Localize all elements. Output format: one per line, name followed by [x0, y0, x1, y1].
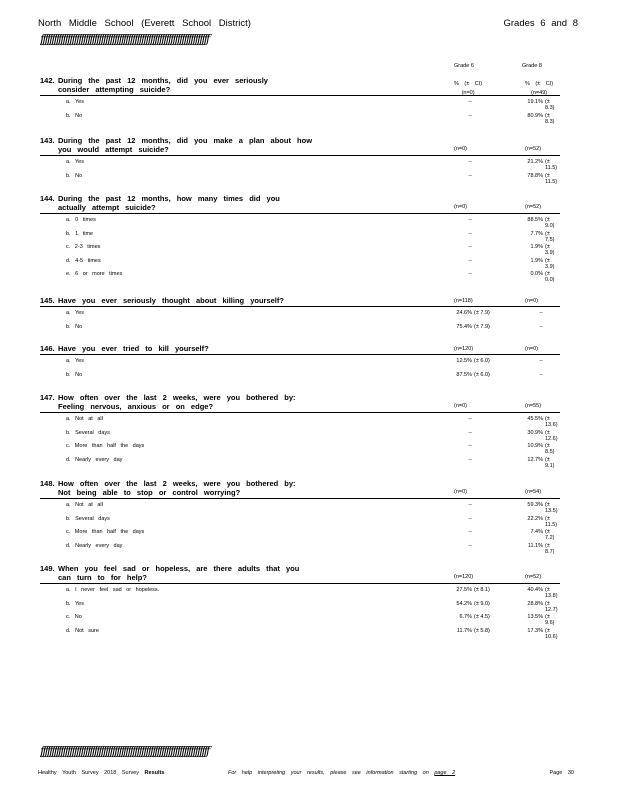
grade8-ci: (± 13.6): [545, 416, 558, 428]
grade8-percent: 7.7%: [530, 230, 543, 237]
grade6-percent: --: [468, 542, 472, 549]
question-line2: you would attempt suicide?: [58, 145, 169, 154]
grade8-ci: (± 3.9): [545, 244, 555, 256]
grade6-ci: (± 6.0): [474, 371, 490, 378]
answer-row: [40, 440, 560, 454]
grade8-percent: 28.8%: [527, 600, 543, 607]
grade6-percent: 6.7%: [459, 614, 472, 620]
answer-label: b. Several days: [66, 515, 110, 522]
footer-help-text: For help interpreting your results, please see information starting on: [228, 770, 429, 776]
question-title: [40, 136, 560, 154]
footer-page-link[interactable]: page 2: [434, 770, 456, 776]
grade6-percent: --: [468, 217, 472, 223]
question-142: [40, 76, 560, 123]
grade6-ci: (± 4.5): [474, 614, 490, 620]
grade8-ci: (± 7.5): [545, 230, 555, 243]
answer-label: d. Not sure: [66, 627, 99, 634]
question-line1: Have you ever tried to kill yourself?: [58, 344, 209, 353]
footer-results: Results: [144, 770, 165, 776]
question-line2: Not being able to stop or control worrying?: [58, 488, 241, 497]
answer-row: [40, 499, 560, 513]
grade6-ci: (± 6.0): [474, 358, 490, 364]
answer-label: b. Yes: [66, 600, 84, 607]
grade6-percent: 54.2%: [456, 600, 472, 607]
question-title: [40, 564, 560, 582]
answer-label: a. Not at all: [66, 416, 103, 422]
grade6-sample-size: (n=120): [454, 346, 474, 352]
grade8-percent: 7.4%: [530, 529, 543, 535]
question-146: [40, 344, 560, 382]
grade8-percent: --: [539, 358, 543, 364]
answer-row: [40, 321, 560, 335]
answer-label: e. 6 or more times: [66, 271, 123, 277]
answer-row: [40, 156, 560, 170]
grade8-ci: (± 9.0): [545, 217, 555, 229]
answer-label: c. More than half the days: [66, 529, 145, 535]
answer-row: [40, 526, 560, 540]
answer-row: [40, 241, 560, 255]
grade8-ci: (± 7.2): [545, 529, 555, 541]
grade8-column-header: Grade 8: [522, 63, 542, 69]
grade6-percent: --: [468, 429, 472, 436]
grade8-percent: 0.0%: [530, 271, 543, 277]
grade8-percent: 22.2%: [527, 515, 543, 522]
grade6-percent: --: [468, 99, 472, 105]
grade8-ci: (± 3.9): [545, 257, 555, 270]
footer-survey: Healthy Youth Survey 2018 Survey: [38, 770, 140, 776]
answer-label: a. Yes: [66, 358, 84, 364]
grade6-percent: --: [468, 244, 472, 250]
answer-label: d. 4-5 times: [66, 257, 101, 264]
grade8-percent: 13.5%: [527, 614, 543, 620]
grade8-ci: (± 0.0): [545, 271, 555, 283]
question-149: [40, 564, 560, 638]
answer-label: b. No: [66, 323, 83, 330]
question-title: [40, 296, 560, 305]
grade8-ci: (± 8.5): [545, 443, 555, 455]
question-143: [40, 136, 560, 183]
question-number: 146.: [40, 344, 55, 353]
question-line1: How often over the last 2 weeks, were you bothered by:: [58, 479, 296, 488]
grade8-percent: --: [539, 371, 543, 378]
grade8-percent: 21.2%: [527, 159, 543, 165]
question-145: [40, 296, 560, 334]
answer-row: [40, 454, 560, 468]
grade6-percent: --: [468, 529, 472, 535]
question-line2: can turn to for help?: [58, 573, 147, 582]
grade8-ci: (± 8.7): [545, 542, 555, 555]
grade6-sample-size: (n=0): [454, 146, 467, 152]
grade6-ci: (± 5.8): [474, 627, 490, 634]
top-decor-line: ƒƒƒƒƒƒƒƒƒƒƒƒƒƒƒƒƒƒƒƒƒƒƒƒƒƒƒƒƒƒƒƒƒƒƒƒƒƒƒƒƒƒƒƒƒƒƒƒƒƒƒƒƒƒƒƒƒƒƒƒƒƒƒƒƒƒƒƒƒƒƒƒƒƒƒ: [40, 32, 209, 46]
bottom-decor-line: ƒƒƒƒƒƒƒƒƒƒƒƒƒƒƒƒƒƒƒƒƒƒƒƒƒƒƒƒƒƒƒƒƒƒƒƒƒƒƒƒƒƒƒƒƒƒƒƒƒƒƒƒƒƒƒƒƒƒƒƒƒƒƒƒƒƒƒƒƒƒƒƒƒƒƒ: [40, 744, 209, 758]
answer-row: [40, 513, 560, 527]
page-number: Page 30: [549, 770, 574, 776]
answer-label: b. No: [66, 172, 83, 179]
grade8-ci: (± 9.6): [545, 614, 555, 626]
grade6-percent: --: [468, 443, 472, 449]
grade8-percent: 78.8%: [527, 172, 543, 179]
grade6-percent: --: [468, 159, 472, 165]
answer-label: b. No: [66, 112, 83, 119]
answer-row: [40, 540, 560, 554]
grade8-ci: (± 9.1): [545, 456, 555, 469]
grade8-percent: 17.3%: [527, 627, 543, 634]
grade8-sample-size: % (± CI) (n=49): [525, 81, 554, 96]
answer-label: c. No: [66, 614, 82, 620]
grade8-ci: (± 8.3): [545, 112, 555, 125]
grade8-ci: (± 10.6): [545, 627, 558, 640]
answer-label: c. More than half the days: [66, 443, 145, 449]
grade6-sample-size: (n=120): [454, 574, 474, 580]
answer-label: a. I never feel sad or hopeless.: [66, 587, 160, 593]
question-147: [40, 393, 560, 467]
question-line2: Feeling nervous, anxious or on edge?: [58, 402, 214, 411]
grade6-percent: 75.4%: [456, 323, 472, 330]
answer-row: [40, 170, 560, 184]
answer-label: a. Yes: [66, 159, 84, 165]
answer-row: [40, 427, 560, 441]
grade8-sample-size: (n=52): [525, 574, 542, 580]
grade8-sample-size: (n=0): [525, 346, 538, 352]
grade8-ci: (± 11.5): [545, 172, 558, 185]
question-line1: When you feel sad or hopeless, are there adults that you: [58, 564, 300, 573]
grade8-ci: (± 11.5): [545, 515, 558, 528]
grade6-ci: (± 9.0): [474, 600, 490, 607]
answer-row: [40, 413, 560, 427]
answer-label: b. No: [66, 371, 83, 378]
answer-label: a. Not at all: [66, 502, 103, 508]
grade8-percent: 1.9%: [530, 257, 543, 264]
grade6-percent: --: [468, 230, 472, 237]
question-line1: During the past 12 months, did you make a plan about how: [58, 136, 313, 145]
grade6-percent: 11.7%: [456, 627, 472, 634]
question-line1: During the past 12 months, how many times did you: [58, 194, 280, 203]
answer-row: [40, 625, 560, 639]
grade8-ci: (± 13.5): [545, 502, 558, 514]
grade6-sample-size: % (± CI) (n=0): [454, 81, 483, 96]
grade6-percent: 87.5%: [456, 371, 472, 378]
grade6-ci: (± 8.1): [474, 587, 490, 593]
grade6-percent: --: [468, 456, 472, 463]
answer-row: [40, 110, 560, 124]
question-148: [40, 479, 560, 553]
grade8-percent: 10.9%: [527, 443, 543, 449]
grade6-percent: --: [468, 112, 472, 119]
question-line1: How often over the last 2 weeks, were you bothered by:: [58, 393, 296, 402]
grade6-sample-size: (n=118): [454, 298, 473, 304]
grade8-ci: (± 11.5): [545, 159, 558, 171]
grades-label: Grades 6 and 8: [503, 18, 578, 29]
answer-row: [40, 611, 560, 625]
question-title: [40, 344, 560, 353]
grade8-percent: 40.4%: [527, 587, 543, 593]
answer-label: c. 2-3 times: [66, 244, 101, 250]
question-title: [40, 479, 560, 497]
answer-label: b. Several days: [66, 429, 110, 436]
answer-label: a. 0 times: [66, 217, 96, 223]
answer-label: b. 1 time: [66, 230, 94, 237]
grade8-sample-size: (n=0): [525, 298, 538, 304]
question-line1: Have you ever seriously thought about killing yourself?: [58, 296, 284, 305]
grade6-percent: --: [468, 271, 472, 277]
grade8-percent: 12.7%: [527, 456, 543, 463]
question-144: [40, 194, 560, 282]
question-number: 145.: [40, 296, 55, 305]
grade8-sample-size: (n=55): [525, 403, 542, 409]
grade6-sample-size: (n=0): [454, 489, 467, 495]
answer-row: [40, 584, 560, 598]
grade8-percent: 80.9%: [527, 112, 543, 119]
grade6-percent: --: [468, 257, 472, 264]
grade6-ci: (± 7.9): [474, 323, 490, 330]
grade8-percent: 45.5%: [527, 416, 543, 422]
answer-row: [40, 268, 560, 282]
question-line2: actually attempt suicide?: [58, 203, 156, 212]
answer-label: d. Nearly every day: [66, 456, 123, 463]
grade8-ci: (± 12.7): [545, 600, 558, 613]
grade8-percent: --: [539, 310, 543, 316]
grade8-ci: (± 8.3): [545, 99, 555, 111]
grade8-percent: --: [539, 323, 543, 330]
answer-label: d. Nearly every day: [66, 542, 123, 549]
question-number: 148.: [40, 479, 55, 488]
answer-row: [40, 255, 560, 269]
grade8-percent: 19.1%: [527, 99, 543, 105]
grade8-sample-size: (n=52): [525, 204, 542, 210]
answer-row: [40, 228, 560, 242]
school-name: North Middle School (Everett School District): [38, 18, 251, 29]
question-line2: consider attempting suicide?: [58, 85, 171, 94]
grade6-percent: --: [468, 502, 472, 508]
grade8-sample-size: (n=52): [525, 146, 542, 152]
question-line1: During the past 12 months, did you ever seriously: [58, 76, 268, 85]
grade8-percent: 88.5%: [527, 217, 543, 223]
grade6-percent: --: [468, 172, 472, 179]
question-title: [40, 393, 560, 411]
answer-row: [40, 307, 560, 321]
grade6-percent: --: [468, 515, 472, 522]
grade8-percent: 11.1%: [527, 542, 543, 549]
question-number: 143.: [40, 136, 55, 145]
question-number: 149.: [40, 564, 55, 573]
question-title: [40, 194, 560, 212]
grade6-sample-size: (n=0): [454, 403, 467, 409]
grade6-percent: 12.5%: [456, 358, 472, 364]
grade6-column-header: Grade 6: [454, 63, 474, 69]
answer-row: [40, 355, 560, 369]
answer-label: a. Yes: [66, 310, 84, 316]
answer-row: [40, 598, 560, 612]
grade6-percent: --: [468, 416, 472, 422]
question-title: [40, 76, 560, 94]
question-number: 144.: [40, 194, 55, 203]
question-number: 142.: [40, 76, 55, 85]
answer-label: a. Yes: [66, 99, 84, 105]
answer-row: [40, 96, 560, 110]
grade6-percent: 24.6%: [456, 310, 472, 316]
grade8-sample-size: (n=54): [525, 489, 542, 495]
footer-center: [228, 770, 455, 776]
grade8-ci: (± 12.6): [545, 429, 558, 442]
footer-left: [38, 770, 164, 776]
grade6-percent: 27.5%: [456, 587, 472, 593]
answer-row: [40, 214, 560, 228]
grade8-percent: 1.9%: [530, 244, 543, 250]
grade6-sample-size: (n=0): [454, 204, 467, 210]
grade8-percent: 59.3%: [527, 502, 543, 508]
answer-row: [40, 369, 560, 383]
grade8-percent: 30.9%: [527, 429, 543, 436]
grade6-ci: (± 7.9): [474, 310, 490, 316]
question-number: 147.: [40, 393, 55, 402]
grade8-ci: (± 13.8): [545, 587, 558, 599]
